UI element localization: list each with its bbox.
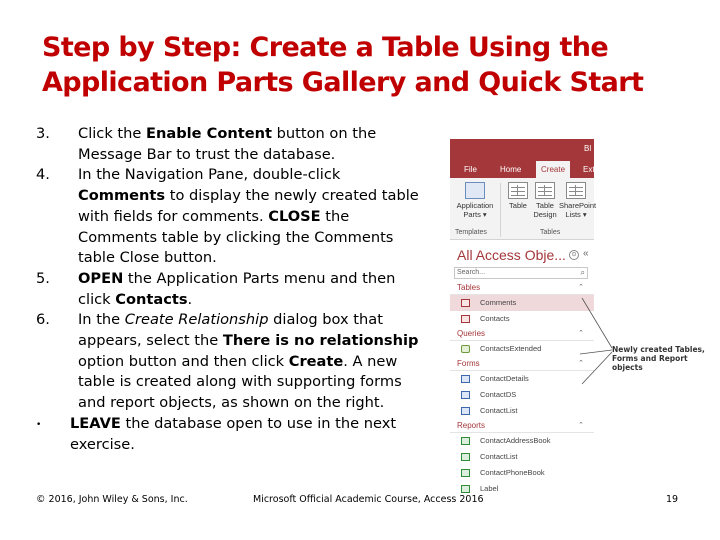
nav-item-contact-list-report[interactable] bbox=[450, 449, 594, 465]
tab-file[interactable]: File bbox=[464, 165, 477, 174]
form-icon bbox=[461, 391, 470, 399]
nav-group-reports[interactable] bbox=[450, 419, 594, 433]
ribbon-tabs bbox=[450, 161, 594, 178]
application-parts-caret-icon: ▾ bbox=[482, 210, 487, 219]
step-text-run: In the Navigation Pane, double-click bbox=[78, 166, 341, 184]
table-icon bbox=[461, 315, 470, 323]
footer-copyright: © 2016, John Wiley & Sons, Inc. bbox=[36, 494, 188, 505]
nav-group-queries-label: Queries bbox=[457, 329, 486, 338]
nav-item-label: ContactsExtended bbox=[480, 344, 542, 353]
step-text-run: LEAVE bbox=[70, 414, 121, 432]
step-text-run: Comments bbox=[78, 187, 166, 205]
callout-arrow-tables bbox=[582, 298, 612, 348]
step-text-run: dialog box that appears, select the bbox=[78, 311, 383, 350]
tab-external[interactable]: Ext bbox=[583, 165, 595, 174]
step-text bbox=[70, 414, 426, 455]
chevron-up-icon: ⌃ bbox=[578, 330, 584, 337]
nav-item-label: Contacts bbox=[480, 314, 510, 323]
nav-item-contact-list-form[interactable] bbox=[450, 403, 594, 419]
step-text-run: Create bbox=[288, 352, 344, 370]
callout-line-2: Forms and Report bbox=[612, 354, 688, 363]
sharepoint-lists-caret-icon: ▾ bbox=[582, 210, 587, 219]
step-text bbox=[78, 124, 426, 165]
table-icon bbox=[461, 299, 470, 307]
callout-arrow-forms bbox=[580, 350, 612, 354]
titlebar-fragment: Bl bbox=[584, 144, 592, 153]
chevron-up-icon: ⌃ bbox=[578, 284, 584, 291]
step-text bbox=[78, 165, 426, 269]
access-titlebar bbox=[450, 139, 594, 161]
nav-collapse-icon[interactable]: « bbox=[583, 248, 589, 259]
nav-search-placeholder: Search... bbox=[457, 269, 486, 276]
step-number: 6. bbox=[36, 311, 50, 329]
nav-item-contact-phone-book[interactable] bbox=[450, 465, 594, 481]
step-text-run: Click the bbox=[78, 125, 147, 142]
report-icon bbox=[461, 453, 470, 461]
nav-item-label: Comments bbox=[480, 298, 517, 307]
step-text bbox=[78, 310, 426, 414]
step-text-run: button on the Message Bar to trust the database. bbox=[78, 125, 377, 163]
nav-item-label: ContactList bbox=[480, 452, 518, 461]
table-icon bbox=[508, 182, 528, 199]
tab-create[interactable]: Create bbox=[536, 161, 570, 178]
title-line-2: Application Parts Gallery and Quick Start bbox=[42, 67, 644, 98]
step-text-run: CLOSE bbox=[268, 207, 321, 225]
footer-course: Microsoft Official Academic Course, Access 2016 bbox=[253, 494, 484, 505]
nav-group-tables-label: Tables bbox=[457, 283, 481, 292]
group-tables: Tables bbox=[540, 229, 561, 236]
nav-item-label: ContactPhoneBook bbox=[480, 468, 545, 477]
step-text-run: the database open to use in the next exercise. bbox=[70, 414, 397, 453]
steps-list bbox=[36, 124, 426, 455]
nav-search-input[interactable] bbox=[454, 267, 588, 279]
nav-item-label: ContactAddressBook bbox=[480, 436, 551, 445]
application-parts-button[interactable] bbox=[453, 182, 497, 219]
form-icon bbox=[461, 375, 470, 383]
callout-text bbox=[612, 345, 705, 372]
nav-group-reports-label: Reports bbox=[457, 421, 486, 430]
step-text-run: Enable Content bbox=[146, 125, 273, 142]
table-design-icon bbox=[535, 182, 555, 199]
nav-item-label: ContactDS bbox=[480, 390, 517, 399]
step-text-run: Contacts bbox=[115, 290, 188, 308]
sharepoint-lists-icon bbox=[566, 182, 586, 199]
nav-dropdown-icon[interactable]: ⊙ bbox=[569, 250, 579, 260]
step-text-run: option button and then click bbox=[78, 352, 289, 370]
step-text bbox=[78, 269, 426, 310]
group-templates: Templates bbox=[455, 229, 487, 236]
step-text-run: There is no relationship bbox=[222, 332, 419, 350]
step-item bbox=[36, 269, 426, 310]
report-icon bbox=[461, 485, 470, 493]
step-text-run: OPEN bbox=[78, 269, 124, 287]
report-icon bbox=[461, 437, 470, 445]
step-text-run: the Comments table by clicking the Comments table Close button. bbox=[78, 207, 394, 267]
search-icon: ⌕ bbox=[580, 268, 585, 277]
form-icon bbox=[461, 407, 470, 415]
step-item bbox=[36, 414, 426, 455]
step-text-run: . A new table is created along with supporting forms and report objects, as shown on the right. bbox=[78, 352, 402, 412]
nav-item-label: ContactList bbox=[480, 406, 518, 415]
sharepoint-lists-label: SharePoint Lists bbox=[559, 201, 597, 219]
step-text-run: In the bbox=[78, 311, 125, 329]
sharepoint-lists-button[interactable] bbox=[559, 182, 597, 219]
callout-line-3: objects bbox=[612, 363, 643, 372]
ribbon-divider bbox=[500, 183, 501, 237]
nav-item-contact-address-book[interactable] bbox=[450, 433, 594, 449]
bullet-icon: • bbox=[36, 419, 42, 430]
step-number: 4. bbox=[36, 166, 50, 184]
nav-item-label: Label bbox=[480, 484, 499, 493]
chevron-up-icon: ⌃ bbox=[578, 360, 584, 367]
step-number: 5. bbox=[36, 269, 50, 287]
step-text-run: the Application Parts menu and then click bbox=[78, 269, 396, 308]
chevron-up-icon: ⌃ bbox=[578, 422, 584, 429]
step-text-run: . bbox=[187, 290, 193, 308]
step-text-run: to display the newly created table with fields for comments. bbox=[78, 187, 419, 225]
step-item bbox=[36, 310, 426, 414]
callout-arrow-reports bbox=[582, 352, 612, 384]
title-line-1: Step by Step: Create a Table Using the bbox=[42, 32, 609, 63]
slide-title bbox=[42, 30, 682, 100]
step-item bbox=[36, 165, 426, 269]
step-item bbox=[36, 124, 426, 165]
callout-line-1: Newly created Tables, bbox=[612, 345, 705, 354]
application-parts-icon bbox=[465, 182, 485, 199]
table-design-label: Table Design bbox=[533, 201, 557, 219]
footer-page-number: 19 bbox=[666, 494, 679, 505]
nav-header[interactable]: All Access Obje... bbox=[457, 247, 566, 263]
callout-arrows bbox=[560, 290, 620, 390]
table-design-button[interactable] bbox=[531, 182, 559, 219]
table-button[interactable] bbox=[504, 182, 532, 210]
query-icon bbox=[461, 345, 470, 353]
nav-group-forms-label: Forms bbox=[457, 359, 480, 368]
report-icon bbox=[461, 469, 470, 477]
tab-home[interactable]: Home bbox=[500, 165, 522, 174]
step-text-run: Create Relationship bbox=[124, 311, 269, 329]
step-number: 3. bbox=[36, 125, 50, 142]
table-label: Table bbox=[509, 201, 527, 210]
application-parts-label: Application Parts bbox=[456, 201, 494, 219]
nav-item-label: ContactDetails bbox=[480, 374, 529, 383]
